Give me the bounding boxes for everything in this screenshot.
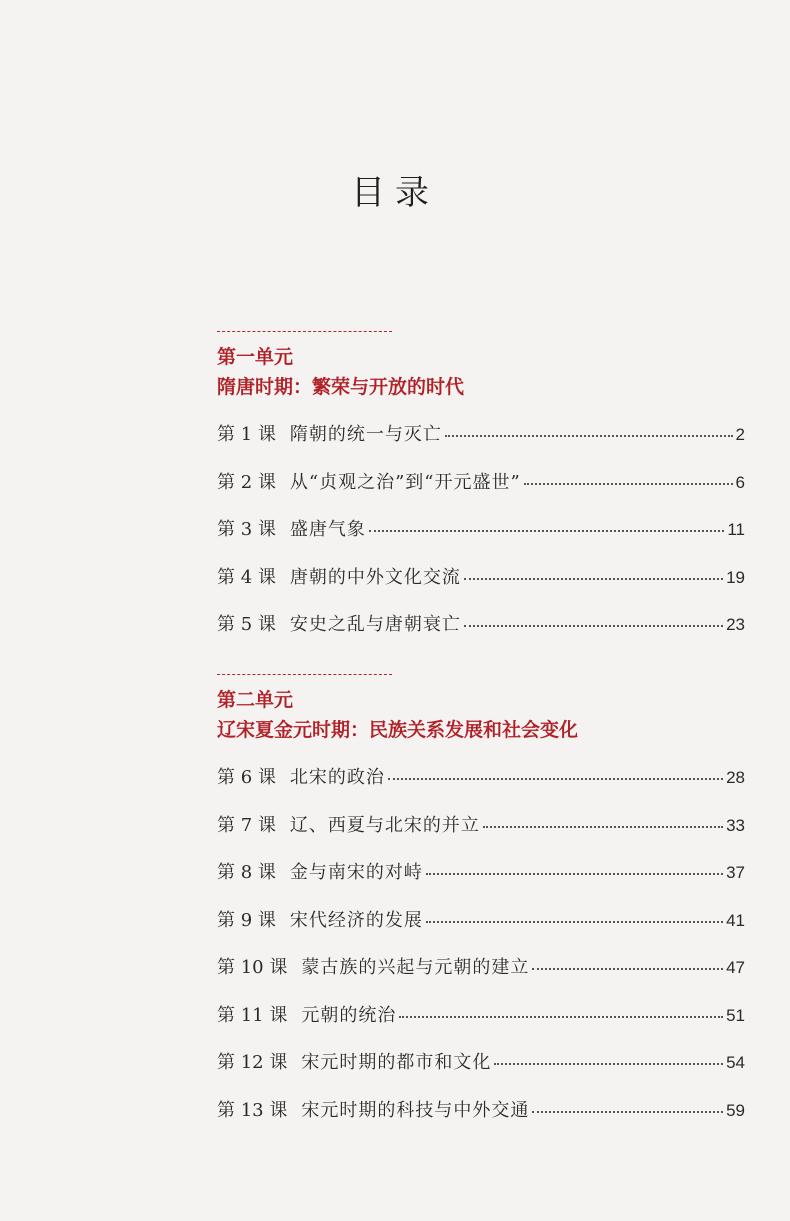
toc-entry[interactable] (217, 1096, 745, 1144)
lesson-number: 第 12 课 (217, 1052, 288, 1073)
lesson-name: 宋元时期的都市和文化 (301, 1052, 492, 1073)
lesson-name: 金与南宋的对峙 (289, 862, 423, 883)
lesson-name: 从“贞观之治”到“开元盛世” (289, 471, 521, 493)
unit-divider (217, 331, 392, 332)
toc-entry[interactable] (217, 953, 745, 1001)
toc-entry[interactable] (217, 1048, 745, 1096)
toc-entry[interactable] (217, 563, 745, 611)
dot-leader (369, 530, 724, 532)
dot-leader (388, 778, 723, 780)
page-number: 2 (735, 425, 745, 444)
toc-entry[interactable] (217, 906, 745, 954)
page-number: 51 (726, 1005, 745, 1025)
lesson-number: 第 2 课 (217, 471, 276, 493)
unit-1-lessons (217, 420, 745, 658)
lesson-name: 辽、西夏与北宋的并立 (289, 814, 480, 836)
dot-leader (464, 625, 723, 627)
lesson-name: 宋元时期的科技与中外交通 (301, 1099, 530, 1121)
page-number: 11 (727, 520, 745, 539)
lesson-number: 第 8 课 (217, 862, 276, 883)
page-number: 28 (726, 768, 745, 787)
dot-leader (399, 1016, 723, 1018)
dot-leader (532, 968, 723, 970)
lesson-number: 第 1 课 (217, 424, 276, 445)
toc-entry[interactable] (217, 1001, 745, 1049)
toc-entry[interactable] (217, 811, 745, 859)
unit-name: 隋唐时期：繁荣与开放的时代 (217, 376, 465, 398)
lesson-number: 第 9 课 (217, 909, 276, 931)
toc-entry[interactable] (217, 515, 745, 563)
unit-divider (217, 674, 392, 675)
unit-1-header (217, 331, 757, 402)
page-number: 6 (735, 472, 745, 492)
unit-label: 第一单元 (217, 346, 294, 368)
dot-leader (426, 921, 723, 923)
lesson-number: 第 11 课 (217, 1004, 288, 1026)
lesson-name: 盛唐气象 (289, 519, 366, 540)
page-number: 37 (726, 863, 745, 882)
unit-label: 第二单元 (217, 689, 294, 711)
dot-leader (524, 483, 733, 485)
lesson-name: 安史之乱与唐朝衰亡 (289, 614, 461, 635)
page-number: 47 (726, 958, 745, 977)
lesson-number: 第 6 课 (217, 767, 276, 788)
toc-entry[interactable] (217, 468, 745, 516)
lesson-name: 宋代经济的发展 (289, 909, 423, 931)
unit-2-lessons (217, 763, 745, 1143)
unit-2-header (217, 674, 757, 745)
unit-name: 辽宋夏金元时期：民族关系发展和社会变化 (217, 719, 579, 741)
page-number: 33 (726, 815, 745, 835)
lesson-number: 第 10 课 (217, 957, 288, 978)
lesson-name: 唐朝的中外文化交流 (289, 566, 461, 588)
page-number: 23 (726, 615, 745, 634)
dot-leader (464, 578, 723, 580)
lesson-number: 第 4 课 (217, 566, 276, 588)
page-number: 19 (726, 567, 745, 587)
toc-entry[interactable] (217, 763, 745, 811)
lesson-number: 第 7 课 (217, 814, 276, 836)
lesson-name: 北宋的政治 (289, 767, 385, 788)
page-number: 41 (726, 910, 745, 930)
lesson-name: 蒙古族的兴起与元朝的建立 (301, 957, 530, 978)
page-number: 54 (726, 1053, 745, 1072)
lesson-name: 元朝的统治 (301, 1004, 397, 1026)
dot-leader (445, 435, 733, 437)
lesson-number: 第 3 课 (217, 519, 276, 540)
lesson-number: 第 5 课 (217, 614, 276, 635)
dot-leader (426, 873, 723, 875)
page-title: 目录 (351, 173, 439, 213)
dot-leader (483, 826, 723, 828)
toc-entry[interactable] (217, 420, 745, 468)
lesson-name: 隋朝的统一与灭亡 (289, 424, 442, 445)
page-number: 59 (726, 1100, 745, 1120)
dot-leader (532, 1111, 723, 1113)
dot-leader (494, 1063, 723, 1065)
toc-entry[interactable] (217, 858, 745, 906)
lesson-number: 第 13 课 (217, 1099, 288, 1121)
toc-entry[interactable] (217, 610, 745, 658)
